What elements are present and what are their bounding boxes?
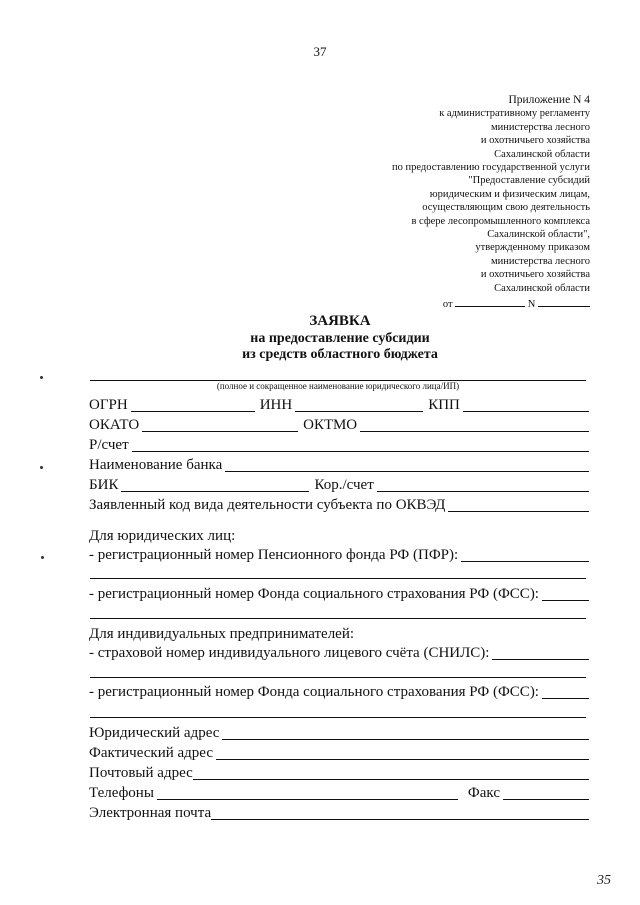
actual-address-label: Фактический адрес: [89, 745, 213, 761]
snils-field-continuation[interactable]: [90, 677, 586, 678]
account-row: [89, 435, 589, 455]
fss-legal-label: - регистрационный номер Фонда социального страхования РФ (ФСС):: [89, 586, 539, 602]
email-label: Электронная почта: [89, 805, 212, 821]
pfr-row: [89, 545, 589, 565]
postal-address-label: Почтовый адрес: [89, 765, 193, 781]
ogrn-field[interactable]: [131, 410, 255, 412]
appendix-line: министерства лесного: [490, 255, 590, 267]
pfr-label: - регистрационный номер Пенсионного фонда РФ (ПФР):: [89, 547, 459, 563]
okato-label: ОКАТО: [89, 417, 140, 433]
corr-account-field[interactable]: [377, 490, 589, 492]
oktmo-field[interactable]: [360, 430, 589, 432]
fss-legal-row: [89, 584, 589, 604]
legal-address-label: Юридический адрес: [89, 725, 220, 741]
page-number: 37: [313, 44, 327, 59]
legal-address-field[interactable]: [222, 738, 589, 740]
inn-field[interactable]: [295, 410, 423, 412]
appendix-line: "Предоставление субсидий: [468, 175, 590, 187]
okato-oktmo-row: [89, 415, 589, 435]
bank-name-label: Наименование банка: [89, 457, 223, 473]
bik-corr-row: [89, 475, 589, 495]
actual-address-field[interactable]: [216, 758, 589, 760]
snils-row: [89, 643, 589, 663]
fax-field[interactable]: [503, 798, 589, 800]
okved-field[interactable]: [448, 510, 589, 512]
date-blank[interactable]: [455, 297, 525, 307]
document-subtitle-2: из средств областного бюджета: [242, 347, 438, 362]
fss-ip-row: [89, 682, 589, 702]
corr-account-label: Кор./счет: [314, 477, 374, 493]
appendix-line: Сахалинской области",: [487, 229, 590, 241]
appendix-line: по предоставлению государственной услуги: [392, 162, 590, 174]
handwritten-mark: 35: [597, 873, 611, 888]
appendix-line: и охотничьего хозяйства: [480, 269, 590, 281]
document-subtitle: на предоставление субсидии: [250, 331, 430, 346]
bank-name-field[interactable]: [225, 470, 589, 472]
fss-ip-field-continuation[interactable]: [90, 717, 586, 718]
entrepreneurs-heading: Для индивидуальных предпринимателей:: [89, 626, 355, 642]
pfr-field[interactable]: [461, 560, 589, 562]
ogrn-label: ОГРН: [89, 397, 128, 413]
postal-address-row: [89, 763, 589, 783]
number-prefix: N: [527, 299, 536, 311]
postal-address-field[interactable]: [193, 778, 589, 780]
appendix-line: Приложение N 4: [508, 94, 590, 106]
fss-legal-field[interactable]: [542, 599, 589, 601]
ogrn-inn-kpp-row: [89, 395, 589, 415]
appendix-date-number: [392, 297, 590, 311]
kpp-field[interactable]: [463, 410, 589, 412]
fss-legal-field-continuation[interactable]: [90, 618, 586, 619]
phones-field[interactable]: [157, 798, 458, 800]
appendix-line: и охотничьего хозяйства: [480, 135, 590, 147]
appendix-line: юридическим и физическим лицам,: [429, 188, 590, 200]
email-field[interactable]: [211, 818, 589, 820]
fax-label: Факс: [467, 785, 500, 801]
okved-row: [89, 495, 589, 515]
scan-speck: [41, 556, 44, 559]
number-blank[interactable]: [538, 297, 590, 307]
date-prefix: от: [442, 299, 453, 311]
phones-fax-row: [89, 783, 589, 803]
appendix-line: Сахалинской области: [494, 148, 590, 160]
scan-speck: [40, 376, 43, 379]
appendix-line: осуществляющим свою деятельность: [422, 202, 590, 214]
appendix-line: в сфере лесопромышленного комплекса: [411, 215, 590, 227]
pfr-field-continuation[interactable]: [90, 578, 586, 579]
bik-field[interactable]: [121, 490, 309, 492]
document-title: ЗАЯВКА: [309, 313, 371, 329]
okato-field[interactable]: [142, 430, 298, 432]
appendix-line: к административному регламенту: [439, 108, 590, 120]
legal-address-row: [89, 723, 589, 743]
appendix-line: министерства лесного: [490, 121, 590, 133]
bik-label: БИК: [89, 477, 119, 493]
oktmo-label: ОКТМО: [303, 417, 358, 433]
snils-label: - страховой номер индивидуального лицевого счёта (СНИЛС):: [89, 645, 490, 661]
email-row: [89, 803, 589, 823]
actual-address-row: [89, 743, 589, 763]
legal-entities-heading: Для юридических лиц:: [89, 528, 236, 544]
fss-ip-field[interactable]: [542, 697, 589, 699]
appendix-header: [392, 94, 590, 312]
account-field[interactable]: [132, 450, 589, 452]
snils-field[interactable]: [492, 658, 589, 660]
kpp-label: КПП: [428, 397, 460, 413]
scan-speck: [40, 466, 43, 469]
fss-ip-label: - регистрационный номер Фонда социального страхования РФ (ФСС):: [89, 684, 539, 700]
bank-name-row: [89, 455, 589, 475]
account-label: Р/счет: [89, 437, 129, 453]
appendix-line: Сахалинской области: [494, 282, 590, 294]
phones-label: Телефоны: [89, 785, 154, 801]
appendix-line: утвержденному приказом: [475, 242, 590, 254]
inn-label: ИНН: [259, 397, 293, 413]
organization-name-caption: (полное и сокращенное наименование юридического лица/ИП): [216, 381, 460, 391]
okved-label: Заявленный код вида деятельности субъекта по ОКВЭД: [89, 497, 446, 513]
